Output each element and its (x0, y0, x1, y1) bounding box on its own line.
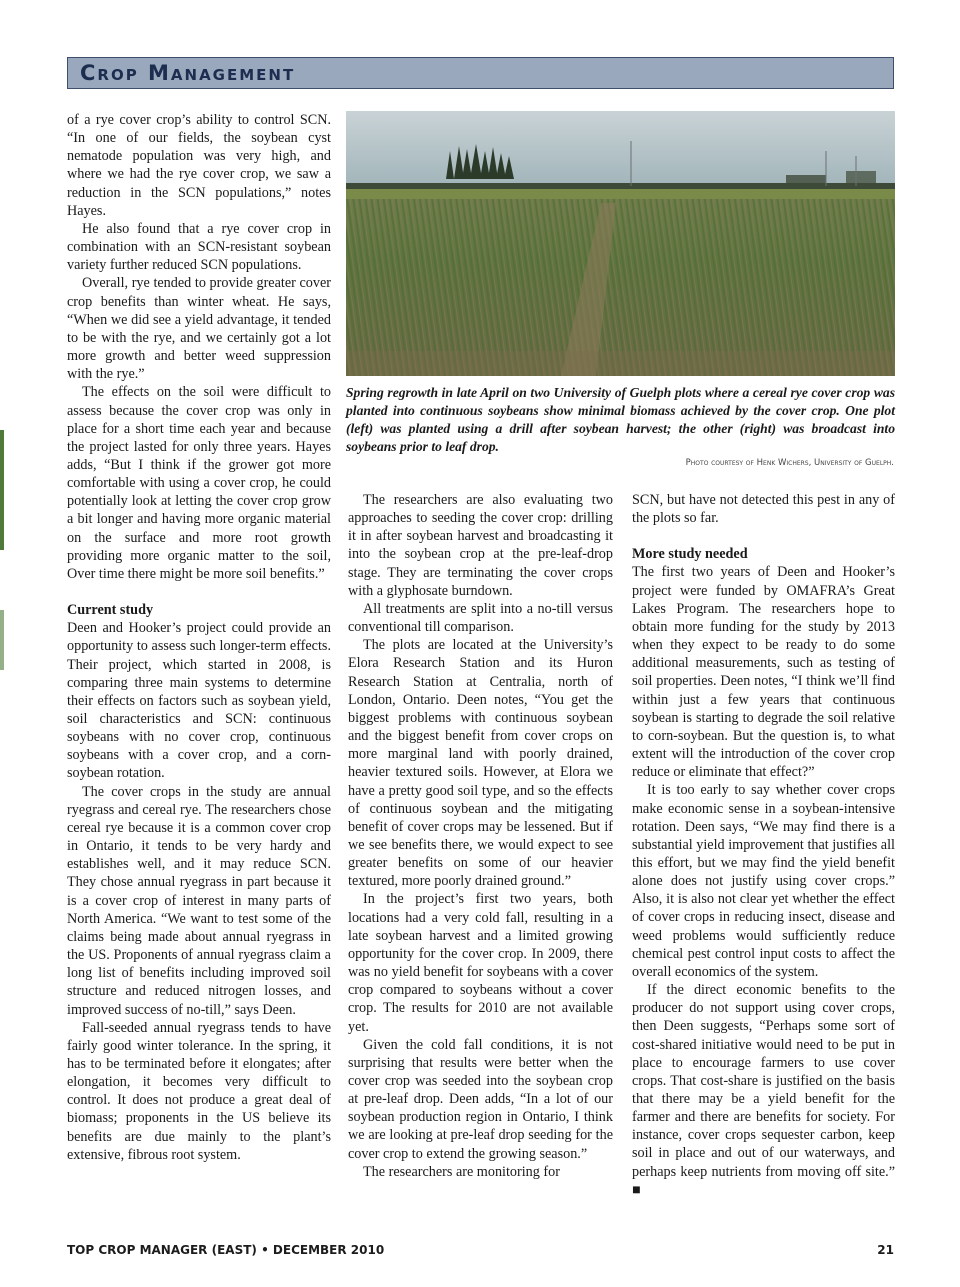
paragraph: The researchers are monitoring for (363, 1163, 560, 1180)
paragraph: The first two years of Deen and Hooker’s project were funded by OMAFRA’s Great Lakes Program. The researchers hope to obtain more funding for the study by 2013 when they expect to be ready to do some additional measurements, such as testing of soil properties. Deen notes, “I think we’ll find within just a few years that continuous soybean is starting to degrade the soil relative to corn-soybean. But the question is, to what extent will the introduction of the cover crop reduce or eliminate that effect?” (632, 564, 895, 781)
photo-caption: Spring regrowth in late April on two University of Guelph plots where a cereal rye cover crop was planted into continuous soybeans show minimal biomass achieved by the cover crop. One plot (left) was planted using a drill after soybean harvest; the other (right) was broadcast into soybeans prior to leaf drop. (346, 385, 895, 454)
article-column-2 (348, 491, 613, 1181)
paragraph: He also found that a rye cover crop in combination with an SCN-resistant soybean variety further reduced SCN populations. (67, 220, 331, 274)
paragraph: If the direct economic benefits to the producer do not support using cover crops, then Deen suggests, “Perhaps some sort of cost-shared initiative would need to be put in place to encourage farmers to use cover crops. That cost-share is justified on the basis that there may be a yield benefit for the farmer and there are benefits for society. For instance, cover crops sequester carbon, keep soil in place and out of our waterways, and perhaps keep nutrients from moving off site.” ■ (632, 982, 895, 1198)
paragraph: Deen and Hooker’s project could provide an opportunity to assess such longer-term effects. Their project, which started in 2008, is comparing three main systems to determine their effects on factors such as soybean yield, soil characteristics and SCN: continuous soybeans with no cover crop, continuous soybeans with a cover crop, and a corn-soybean rotation. (67, 620, 331, 782)
field-photo (346, 111, 895, 376)
section-heading-current-study: Current study (67, 602, 154, 619)
paragraph: The effects on the soil were difficult to assess because the cover crop was only in place for a short time each year and because the project lasted for only three years. Hayes adds, “But I think if the grower got more comfortable with using a cover crop, he could potentially look at letting the cover crop grow a bit longer and having more organic material on the surface and more root growth providing more organic matter to the soil, Over time there might be more soil benefits.” (67, 384, 331, 582)
paragraph: SCN, but have not detected this pest in any of the plots so far. (632, 492, 895, 527)
paragraph: It is too early to say whether cover crops make economic sense in a soybean-intensive rotation. Deen says, “We may find there is a substantial yield improvement that justifies all this effort, but we may find the yield benefit alone does not justify using cover crops.” Also, it is also not clear yet whether the effect of cover crops in reducing insect, disease and weed problems would sufficiently reduce chemical pest control input costs to affect the overall economics of the system. (632, 782, 895, 980)
section-banner (67, 57, 894, 89)
photo-credit: Photo courtesy of Henk Wichers, University of Guelph. (685, 458, 894, 468)
article-column-3 (632, 491, 895, 1199)
paragraph: The plots are located at the University’s Elora Research Station and its Huron Research Station at Centralia, north of London, Ontario. Deen notes, “You get the biggest problems with continuous soybean and the biggest benefit from cover crops on more marginal land with poorly drained, heavier textured soils. However, at Elora we have a pretty good soil type, and so the effects of continuous soybean and the mitigating benefit of cover crops may be lessened. But if we see benefits there, we would expect to see greater benefits on some of our heavier textured, more poorly drained ground.” (348, 637, 613, 890)
paragraph: The cover crops in the study are annual ryegrass and cereal rye. The researchers chose cereal rye because it is a common cover crop in Ontario, it tends to be very hardy and establishes well, and it may reduce SCN. They chose annual ryegrass in part because it is a cover crop of interest in many parts of North America. “We want to test some of the claims being made about annual ryegrass in the US. Proponents of annual ryegrass claim a long list of benefits including improved soil structure and reduced nitrogen losses, and improved success of no-till,” says Deen. (67, 783, 331, 1018)
page-edge-mark (0, 610, 4, 670)
paragraph: Fall-seeded annual ryegrass tends to have fairly good winter tolerance. In the spring, it has to be terminated before it elongates; after elongation, it becomes very difficult to control. It does not produce a great deal of biomass; proponents in the US believe its benefits are due mainly to the plant’s extensive, fibrous root system. (67, 1019, 331, 1163)
page-edge-mark (0, 430, 4, 550)
article-column-1 (67, 111, 331, 1164)
footer-page-number: 21 (877, 1243, 894, 1257)
paragraph: The researchers are also evaluating two approaches to seeding the cover crop: drilling it in after soybean harvest and broadcasting it into the soybean crop at the pre-leaf-drop stage. They are terminating the cover crops with a glyphosate burndown. (348, 492, 613, 599)
section-heading-more-study: More study needed (632, 546, 748, 563)
paragraph: All treatments are split into a no-till versus conventional till comparison. (348, 600, 613, 636)
section-title: Crop Management (80, 61, 296, 85)
field-photo-image (346, 111, 895, 376)
paragraph: of a rye cover crop’s ability to control SCN. “In one of our fields, the soybean cyst nematode population was very high, and where we had the rye cover crop, we saw a reduction in the SCN populations,” notes Hayes. (67, 112, 331, 219)
paragraph: Given the cold fall conditions, it is not surprising that results were better when the cover crop was seeded into the soybean crop at pre-leaf drop. Deen adds, “In a lot of our soybean production region in Ontario, I think we are looking at pre-leaf drop seeding for the cover crop to extend the growing season.” (348, 1036, 613, 1162)
footer-publication: TOP CROP MANAGER (EAST) • DECEMBER 2010 (67, 1243, 385, 1257)
paragraph: Overall, rye tended to provide greater cover crop benefits than winter wheat. He says, “When we did see a yield advantage, it tended to be with the rye, and we certainly got a lot more growth and better weed suppression with the rye.” (67, 275, 331, 383)
paragraph: In the project’s first two years, both locations had a very cold fall, resulting in a late soybean harvest and a limited growing opportunity for the cover crop. In 2009, there was no yield benefit for soybeans with a cover crop compared to soybeans without a cover crop. The results for 2010 are not available yet. (348, 891, 613, 1035)
